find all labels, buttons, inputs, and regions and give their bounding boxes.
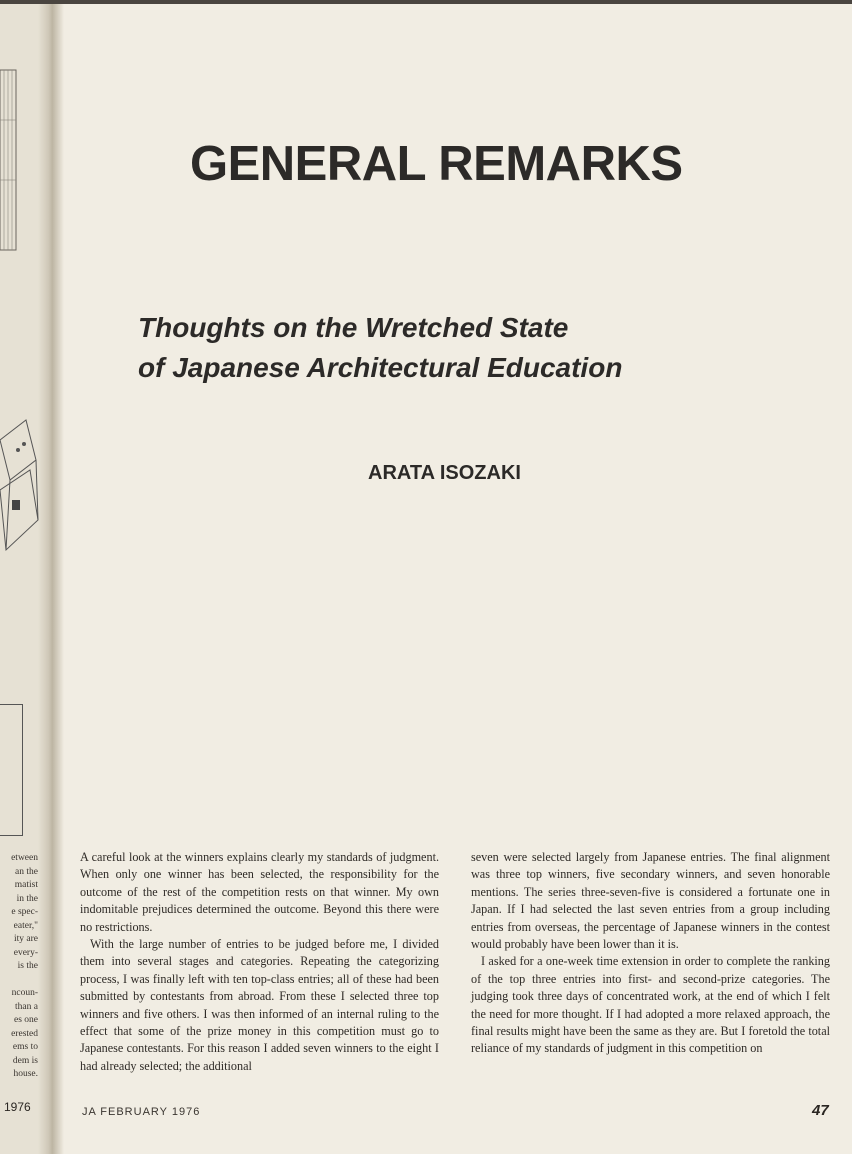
bleed-line: is the bbox=[17, 961, 38, 971]
bleed-line: dem is bbox=[12, 1055, 38, 1066]
previous-page-drawing-frame bbox=[0, 704, 23, 836]
previous-page-folio: 1976 bbox=[4, 1100, 31, 1114]
paragraph: I asked for a one-week time extension in order to complete the ranking of the top three entries into first- and second-prize categories. The judging took three days of concentrated work, at the end of which I felt the need for more thought. If I had adopted a more relaxed approach, the final results might have been the same as they are. But I foretold the total reliance of my standards of judgment in this competition on bbox=[471, 954, 830, 1056]
subtitle-line-1: Thoughts on the Wretched State bbox=[138, 312, 569, 343]
bleed-line: than a bbox=[15, 1001, 38, 1012]
paragraph: With the large number of entries to be judged before me, I divided them into several stages and categories. Repeating the categorizing process, I was finally left with ten top-class entries; all of these had been submitted by contestants from abroad. From these I selected three top winners and five others. I was then informed of an internal ruling to the effect that some of the prize money in this competition must go to Japanese contestants. For this reason I added seven winners to the eight I had already selected; the additional bbox=[80, 937, 439, 1073]
bleed-line: es one bbox=[13, 1015, 38, 1025]
body-column-left bbox=[80, 849, 439, 1075]
article-subtitle bbox=[138, 308, 818, 388]
bleed-line: every- bbox=[13, 947, 38, 958]
author-byline: ARATA ISOZAKI bbox=[368, 462, 521, 484]
previous-page-drawing-top bbox=[0, 60, 22, 260]
previous-page-text bbox=[2, 852, 38, 1082]
bleed-line: matist bbox=[14, 880, 38, 890]
running-footer: JA FEBRUARY 1976 bbox=[82, 1106, 201, 1118]
paragraph: A careful look at the winners explains clearly my standards of judgment. When only one winner has been selected, the responsibility for the outcome of the rest of the competition rests on that winner. My own indomitable prejudices determined the outcome. Beyond this there were no restrictions. bbox=[80, 850, 439, 934]
bleed-line: ems to bbox=[12, 1042, 38, 1052]
bleed-line: in the bbox=[16, 893, 38, 904]
bleed-line: etween bbox=[11, 853, 38, 863]
subtitle-line-2: of Japanese Architectural Education bbox=[138, 352, 623, 383]
bleed-line: ity are bbox=[13, 934, 38, 944]
bleed-line: e spec- bbox=[11, 907, 38, 917]
top-edge-rule bbox=[0, 0, 852, 4]
paragraph: seven were selected largely from Japanese entries. The final alignment was three top winners, five secondary winners, and seven honorable mentions. The series three-seven-five is considered a fortunate one in Japan. If I had selected the last seven entries from a group including entries from overseas, the percentage of Japanese winners in the contest would probably have been lower than it is. bbox=[471, 850, 830, 952]
bleed-line: an the bbox=[15, 866, 38, 877]
bleed-line: erested bbox=[11, 1028, 38, 1039]
bleed-line: eater," bbox=[13, 920, 38, 931]
bleed-line: house. bbox=[13, 1069, 38, 1079]
page-number: 47 bbox=[812, 1102, 829, 1119]
bleed-line bbox=[2, 974, 38, 988]
bleed-line: ncoun- bbox=[11, 988, 38, 998]
body-column-right bbox=[471, 849, 830, 1058]
page-gutter bbox=[38, 4, 64, 1154]
article-title: GENERAL REMARKS bbox=[190, 137, 683, 191]
previous-page-drawing-axonometric bbox=[0, 400, 40, 570]
